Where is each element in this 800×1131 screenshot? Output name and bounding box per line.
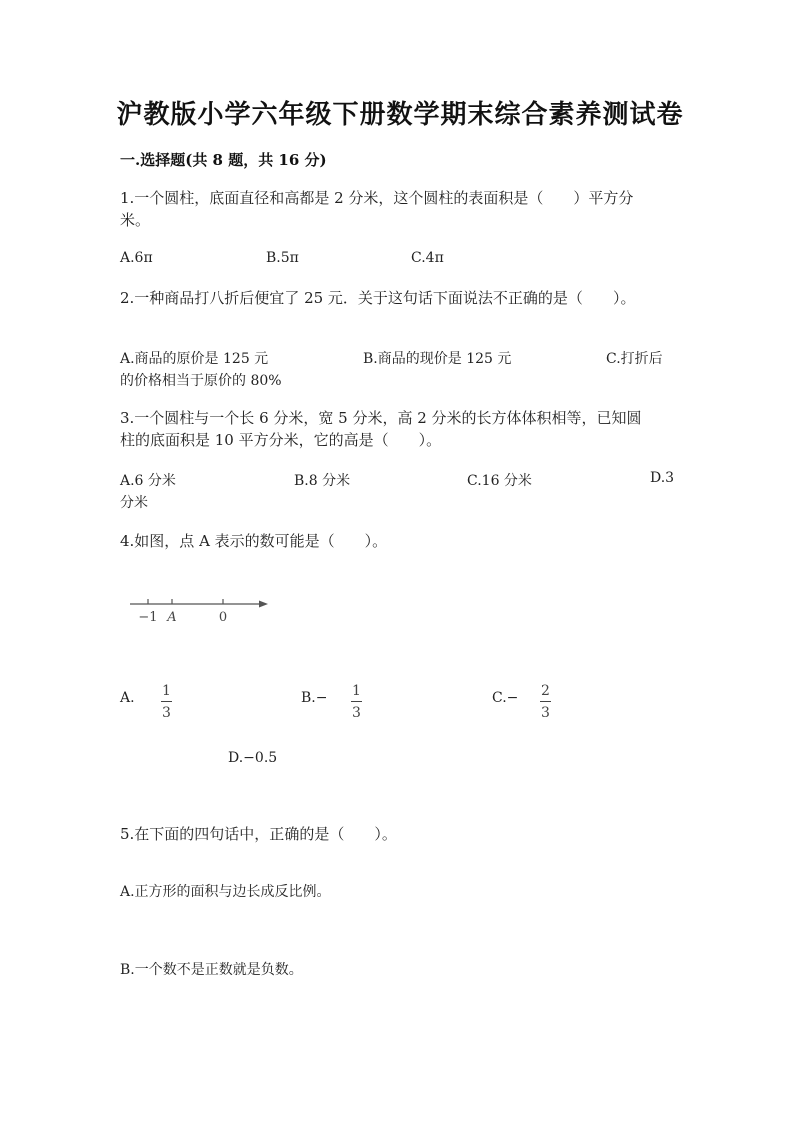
question-4-option-b[interactable]	[301, 690, 327, 706]
question-4-option-c-fraction	[540, 683, 551, 721]
question-2-option-c[interactable]: C.打折后	[606, 351, 663, 367]
question-4-option-d[interactable]: D.−0.5	[228, 750, 278, 766]
question-2-option-a[interactable]: A.商品的原价是 125 元	[120, 351, 269, 367]
fraction-bar	[161, 701, 172, 702]
fraction-denominator: 3	[541, 705, 550, 721]
number-line-figure	[126, 592, 276, 628]
question-4-stem: 4.如图，点 A 表示的数可能是（ ）。	[120, 532, 388, 550]
section-heading: 一.选择题(共 8 题，共 16 分)	[120, 151, 327, 169]
question-1-stem-line1: 1.一个圆柱，底面直径和高都是 2 分米，这个圆柱的表面积是（ ）平方分	[120, 189, 634, 207]
question-1-option-c[interactable]: C.4π	[411, 250, 444, 266]
label-minus-one: −1	[138, 610, 158, 625]
fraction-bar	[351, 701, 362, 702]
question-2-stem: 2.一种商品打八折后便宜了 25 元．关于这句话下面说法不正确的是（ ）。	[120, 289, 636, 307]
question-1-option-b[interactable]: B.5π	[266, 250, 299, 266]
question-1-stem-line2: 米。	[120, 211, 151, 229]
label-zero: 0	[218, 610, 228, 625]
fraction-denominator: 3	[352, 705, 361, 721]
fraction-numerator: 1	[162, 683, 171, 699]
page-title: 沪教版小学六年级下册数学期末综合素养测试卷	[116, 100, 684, 130]
question-3-stem-line2: 柱的底面积是 10 平方分米，它的高是（ ）。	[120, 431, 442, 449]
option-prefix: A.	[120, 690, 135, 706]
question-5-option-a[interactable]: A.正方形的面积与边长成反比例。	[120, 884, 331, 900]
question-4-option-a-fraction	[161, 683, 172, 721]
question-3-stem-line1: 3.一个圆柱与一个长 6 分米，宽 5 分米，高 2 分米的长方体体积相等，已知圆	[120, 409, 642, 427]
question-4-option-a[interactable]	[120, 690, 135, 706]
question-4-option-c[interactable]	[492, 690, 518, 706]
question-2-option-c-continued: 的价格相当于原价的 80%	[120, 373, 282, 389]
fraction-numerator: 2	[541, 683, 550, 699]
question-5-option-b[interactable]: B.一个数不是正数就是负数。	[120, 962, 303, 978]
question-3-option-b[interactable]: B.8 分米	[294, 473, 351, 489]
question-3-option-d[interactable]: D.3	[650, 470, 675, 486]
question-3-option-d-continued: 分米	[120, 495, 148, 511]
arrow-icon	[259, 601, 268, 608]
question-5-stem: 5.在下面的四句话中，正确的是（ ）。	[120, 825, 397, 843]
question-2-option-b[interactable]: B.商品的现价是 125 元	[363, 351, 512, 367]
question-3-option-c[interactable]: C.16 分米	[467, 473, 532, 489]
question-1-option-a[interactable]: A.6π	[120, 250, 153, 266]
label-point-a: A	[167, 610, 177, 625]
option-prefix: B.−	[301, 690, 328, 706]
question-3-option-a[interactable]: A.6 分米	[120, 473, 176, 489]
option-prefix: C.−	[492, 690, 519, 706]
fraction-numerator: 1	[352, 683, 361, 699]
fraction-denominator: 3	[162, 705, 171, 721]
question-4-option-b-fraction	[351, 683, 362, 721]
fraction-bar	[540, 701, 551, 702]
